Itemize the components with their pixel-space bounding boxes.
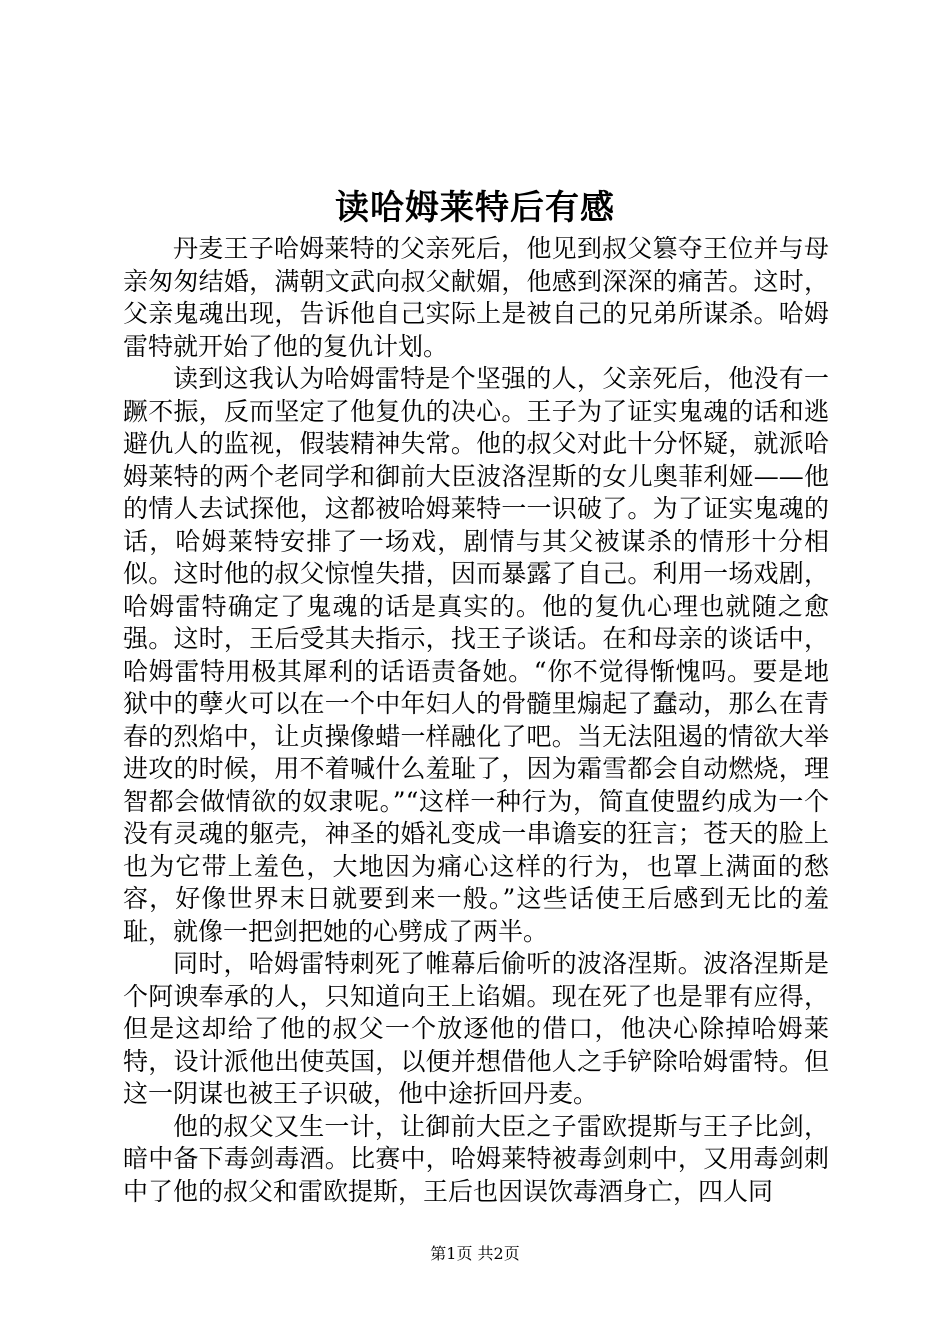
document-body: [123, 233, 829, 1208]
paragraph-2: 读到这我认为哈姆雷特是个坚强的人，父亲死后，他没有一蹶不振，反而坚定了他复仇的决心。王子为了证实鬼魂的话和逃避仇人的监视，假装精神失常。他的叔父对此十分怀疑，就派哈姆莱特的两个老同学和御前大臣波洛涅斯的女儿奥菲利娅——他的情人去试探他，这都被哈姆莱特一一识破了。为了证实鬼魂的话，哈姆莱特安排了一场戏，剧情与其父被谋杀的情形十分相似。这时他的叔父惊惶失措，因而暴露了自己。利用一场戏剧，哈姆雷特确定了鬼魂的话是真实的。他的复仇心理也就随之愈强。这时，王后受其夫指示，找王子谈话。在和母亲的谈话中，哈姆雷特用极其犀利的话语责备她。“你不觉得惭愧吗。要是地狱中的孽火可以在一个中年妇人的骨髓里煽起了蠢动，那么在青春的烈焰中，让贞操像蜡一样融化了吧。当无法阻遏的情欲大举进攻的时候，用不着喊什么羞耻了，因为霜雪都会自动燃烧，理智都会做情欲的奴隶呢。”“这样一种行为，简直使盟约成为一个没有灵魂的躯壳，神圣的婚礼变成一串谵妄的狂言；苍天的脸上也为它带上羞色，大地因为痛心这样的行为，也罩上满面的愁容，好像世界末日就要到来一般。”这些话使王后感到无比的羞耻，就像一把剑把她的心劈成了两半。: [123, 364, 829, 946]
paragraph-4: 他的叔父又生一计，让御前大臣之子雷欧提斯与王子比剑，暗中备下毒剑毒酒。比赛中，哈姆莱特被毒剑刺中，又用毒剑刺中了他的叔父和雷欧提斯，王后也因误饮毒酒身亡，四人同: [123, 1111, 829, 1206]
document-title: 读哈姆莱特后有感: [335, 188, 615, 228]
page-footer: 第1页 共2页: [430, 1244, 520, 1263]
paragraph-3: 同时，哈姆雷特刺死了帷幕后偷听的波洛涅斯。波洛涅斯是个阿谀奉承的人，只知道向王上谄媚。现在死了也是罪有应得，但是这却给了他的叔父一个放逐他的借口，他决心除掉哈姆莱特，设计派他出使英国，以便并想借他人之手铲除哈姆雷特。但这一阴谋也被王子识破，他中途折回丹麦。: [123, 949, 829, 1108]
paragraph-1: 丹麦王子哈姆莱特的父亲死后，他见到叔父篡夺王位并与母亲匆匆结婚，满朝文武向叔父献媚，他感到深深的痛苦。这时，父亲鬼魂出现，告诉他自己实际上是被自己的兄弟所谋杀。哈姆雷特就开始了他的复仇计划。: [123, 234, 829, 361]
